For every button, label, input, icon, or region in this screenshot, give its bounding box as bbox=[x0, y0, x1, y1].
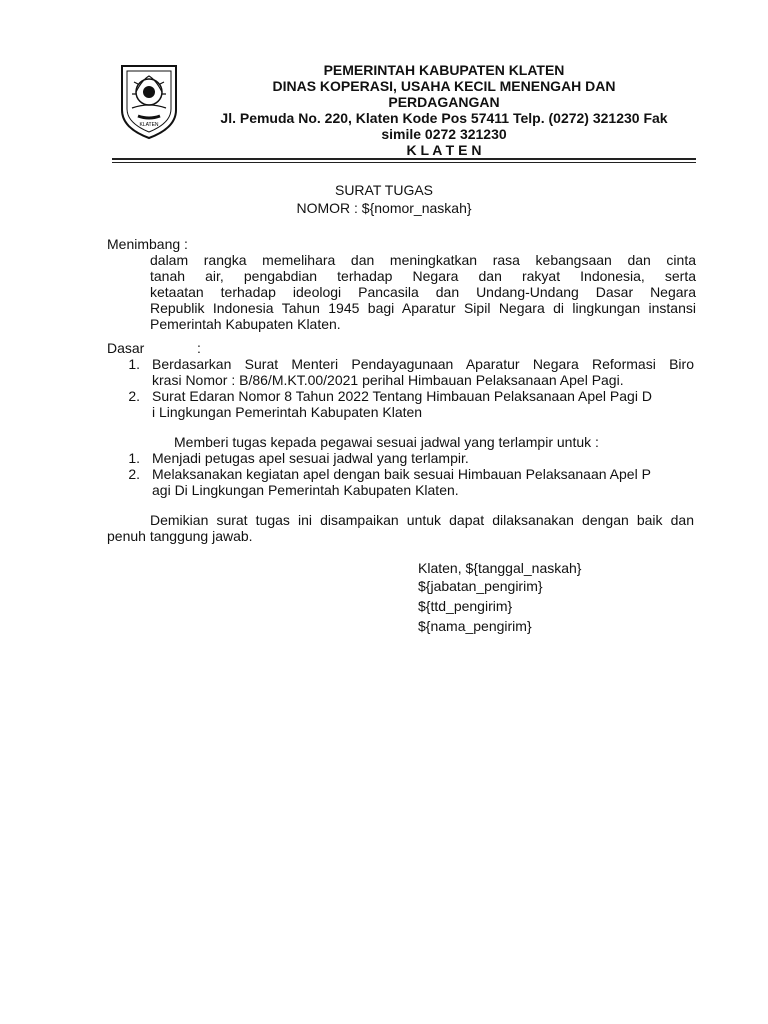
letterhead-city: K L A T E N bbox=[406, 142, 482, 158]
closing-line: penuh tanggung jawab. bbox=[107, 528, 253, 544]
menimbang-line: tanah air, pengabdian terhadap Negara dan rakyat Indonesia, serta bbox=[150, 268, 696, 284]
dasar-item-line: i Lingkungan Pemerintah Kabupaten Klaten bbox=[152, 404, 423, 420]
dasar-label: Dasar bbox=[107, 340, 145, 356]
dasar-item-line: Berdasarkan Surat Menteri Pendayagunaan Aparatur Negara Reformasi Biro bbox=[152, 356, 694, 372]
dasar-item bbox=[152, 388, 696, 420]
letterhead-government: PEMERINTAH KABUPATEN KLATEN bbox=[323, 62, 565, 78]
dasar-item-number: 1. bbox=[128, 356, 140, 372]
tugas-item-number: 2. bbox=[128, 466, 140, 482]
dasar-item bbox=[152, 356, 694, 388]
emblem-text: KLATEN bbox=[139, 122, 159, 128]
signature-place-date: Klaten, ${tanggal_naskah} bbox=[418, 560, 582, 576]
letterhead-address: Jl. Pemuda No. 220, Klaten Kode Pos 57411 Telp. (0272) 321230 Fak bbox=[220, 110, 668, 126]
menimbang-line: dalam rangka memelihara dan meningkatkan rasa kebangsaan dan cinta bbox=[150, 252, 696, 268]
signature-name: ${nama_pengirim} bbox=[418, 618, 532, 634]
tugas-item-line: Melaksanakan kegiatan apel dengan baik sesuai Himbauan Pelaksanaan Apel P bbox=[152, 466, 651, 482]
letterhead-agency: DINAS KOPERASI, USAHA KECIL MENENGAH DAN bbox=[272, 78, 616, 94]
menimbang-text bbox=[150, 252, 696, 332]
menimbang-label: Menimbang : bbox=[107, 236, 188, 252]
regency-emblem-icon bbox=[118, 62, 180, 140]
signature-mark: ${ttd_pengirim} bbox=[418, 598, 513, 614]
letterhead-divider-thin bbox=[112, 162, 696, 163]
letterhead-divider bbox=[112, 158, 696, 160]
letterhead-agency-cont: PERDAGANGAN bbox=[388, 94, 500, 110]
letterhead-fax: simile 0272 321230 bbox=[381, 126, 507, 142]
dasar-item-number: 2. bbox=[128, 388, 140, 404]
closing-line: Demikian surat tugas ini disampaikan untuk dapat dilaksanakan dengan baik dan bbox=[150, 512, 694, 528]
document-title: SURAT TUGAS bbox=[334, 182, 434, 198]
menimbang-line: Republik Indonesia Tahun 1945 bagi Aparatur Sipil Negara di lingkungan instansi bbox=[150, 300, 696, 316]
closing-paragraph bbox=[107, 512, 694, 544]
tugas-item-number: 1. bbox=[128, 450, 140, 466]
dasar-colon: : bbox=[197, 340, 201, 356]
tugas-item-line: agi Di Lingkungan Pemerintah Kabupaten Klaten. bbox=[152, 482, 459, 498]
tugas-item bbox=[152, 466, 696, 498]
tugas-item-line: Menjadi petugas apel sesuai jadwal yang terlampir. bbox=[152, 450, 469, 466]
dasar-item-line: krasi Nomor : B/86/M.KT.00/2021 perihal Himbauan Pelaksanaan Apel Pagi. bbox=[152, 372, 624, 388]
menimbang-line: Pemerintah Kabupaten Klaten. bbox=[150, 316, 341, 332]
menimbang-line: ketaatan terhadap ideologi Pancasila dan Undang-Undang Dasar Negara bbox=[150, 284, 696, 300]
letterhead bbox=[196, 62, 692, 158]
signature-position: ${jabatan_pengirim} bbox=[418, 578, 543, 594]
document-number: NOMOR : ${nomor_naskah} bbox=[296, 200, 472, 216]
dasar-item-line: Surat Edaran Nomor 8 Tahun 2022 Tentang Himbauan Pelaksanaan Apel Pagi D bbox=[152, 388, 652, 404]
tugas-intro: Memberi tugas kepada pegawai sesuai jadwal yang terlampir untuk : bbox=[174, 434, 599, 450]
